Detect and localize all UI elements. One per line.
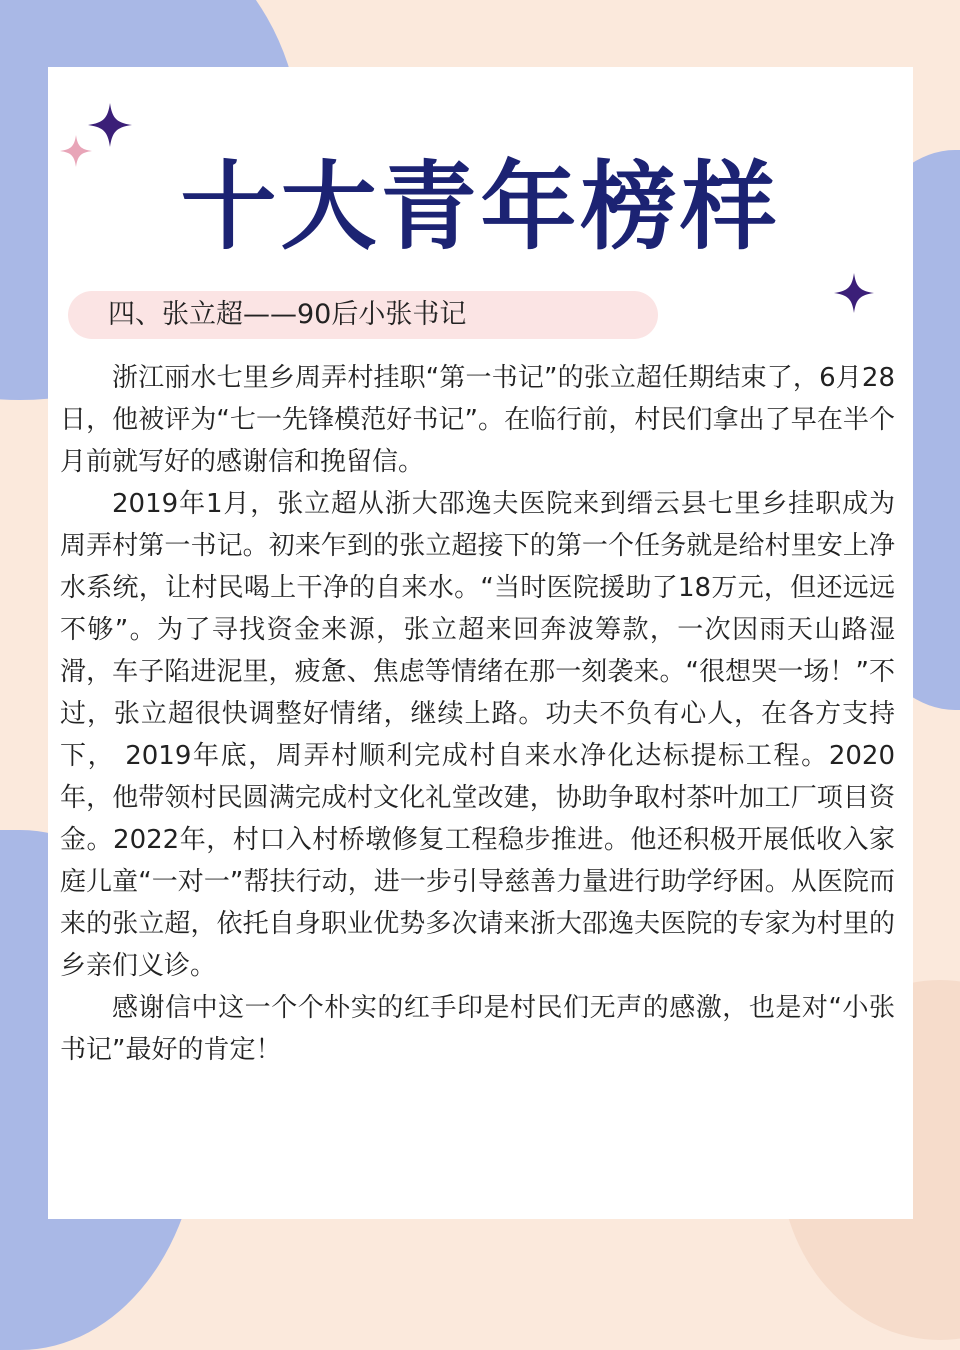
- section-heading: 四、张立超——90后小张书记: [108, 299, 467, 330]
- paragraph: 2019年1月，张立超从浙大邵逸夫医院来到缙云县七里乡挂职成为周弄村第一书记。初来乍到的张立超接下的第一个任务就是给村里安上净水系统，让村民喝上干净的自来水。“当时医院援助了18万元，但还远远不够”。为了寻找资金来源，张立超来回奔波筹款，一次因雨天山路湿滑，车子陷进泥里，疲惫、焦虑等情绪在那一刻袭来。“很想哭一场！”不过，张立超很快调整好情绪，继续上路。功夫不负有心人，在各方支持下， 2019年底，周弄村顺利完成村自来水净化达标提标工程。2020年，他带领村民圆满完成村文化礼堂改建，协助争取村茶叶加工厂项目资金。2022年，村口入村桥墩修复工程稳步推进。他还积极开展低收入家庭儿童“一对一”帮扶行动，进一步引导慈善力量进行助学纾困。从医院而来的张立超，依托自身职业优势多次请来浙大邵逸夫医院的专家为村里的乡亲们义诊。: [60, 489, 895, 981]
- sparkle-icon: [834, 273, 874, 313]
- paragraph: 浙江丽水七里乡周弄村挂职“第一书记”的张立超任期结束了，6月28日，他被评为“七一先锋模范好书记”。在临行前，村民们拿出了早在半个月前就写好的感谢信和挽留信。: [60, 363, 895, 477]
- section-heading-pill: [68, 291, 658, 339]
- article-body: [60, 357, 895, 1071]
- sparkle-icon: [88, 103, 132, 147]
- paragraph: 感谢信中这一个个朴实的红手印是村民们无声的感激，也是对“小张书记”最好的肯定！: [60, 993, 895, 1065]
- page-title: 十大青年榜样: [180, 151, 781, 263]
- poster-card: [48, 67, 913, 1219]
